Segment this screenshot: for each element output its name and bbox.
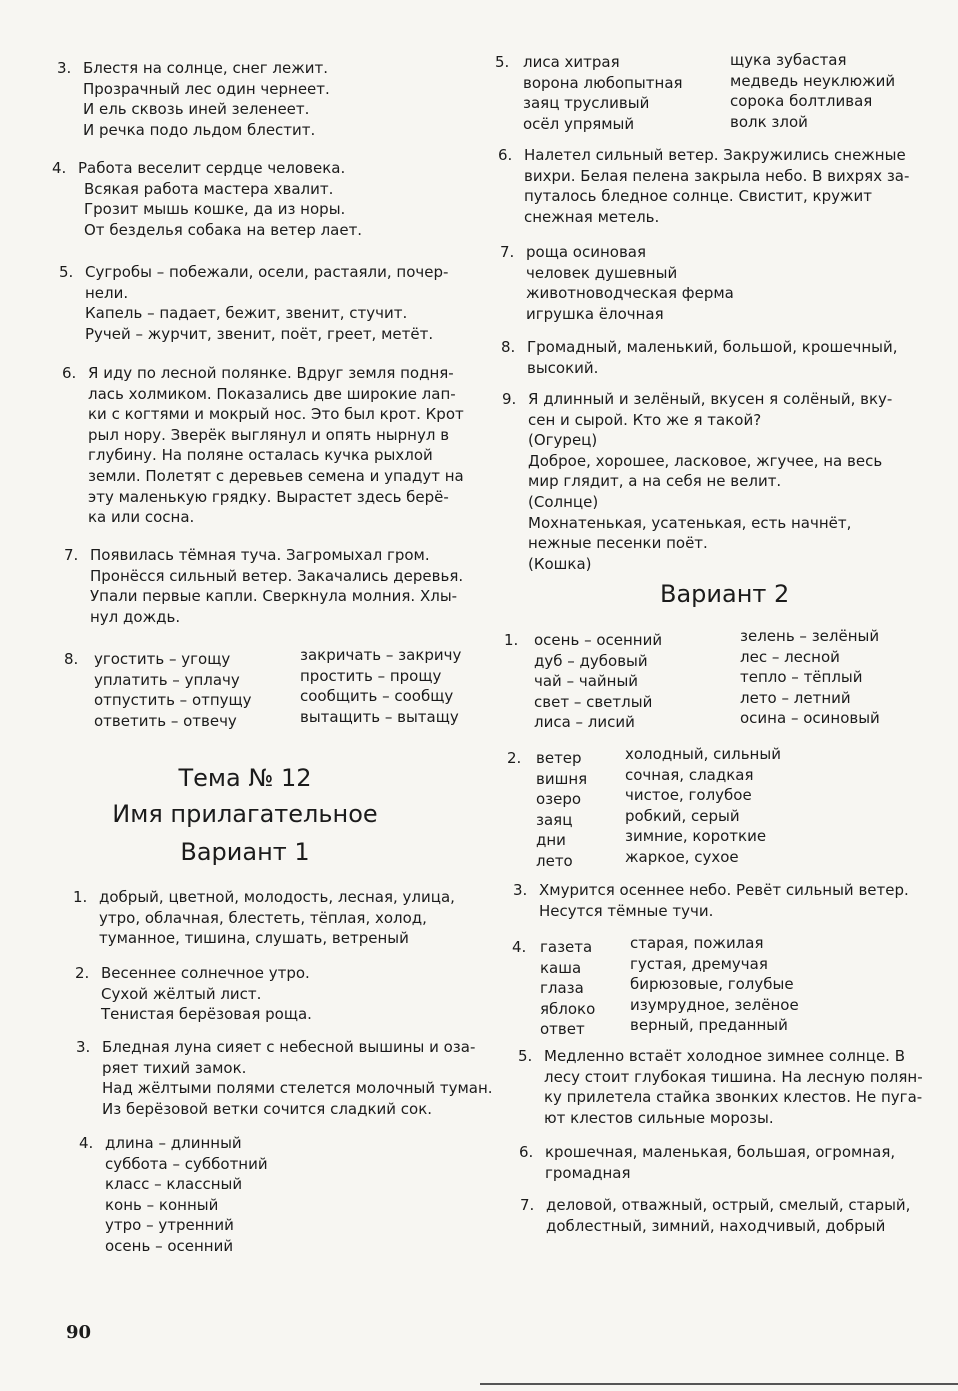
word-pairs-col2 — [740, 626, 880, 729]
text-line: Я иду по лесной полянке. Вдруг земля подня- — [88, 364, 454, 382]
word-pair: лиса – лисий — [534, 713, 635, 732]
exercise-number: 5. — [518, 1047, 533, 1065]
page-number: 90 — [66, 1322, 92, 1343]
text-line: Несутся тёмные тучи. — [539, 901, 714, 920]
word-pair: тепло – тёплый — [740, 668, 863, 687]
text-line: игрушка ёлочная — [526, 304, 664, 323]
word-pair: простить – прощу — [300, 666, 442, 685]
exercise-4 — [52, 158, 363, 240]
word-pair: чай – чайный — [534, 672, 639, 691]
word-pair: дуб – дубовый — [534, 651, 648, 670]
word-pair: заяц трусливый — [523, 94, 650, 113]
exercise-number: 3. — [76, 1038, 91, 1056]
text-line: Сухой жёлтый лист. — [101, 984, 262, 1003]
word-pair: уплатить – уплачу — [94, 670, 240, 689]
noun: каша — [540, 958, 582, 977]
text-line: Работа веселит сердце человека. — [78, 159, 346, 177]
word-pairs-col1 — [534, 630, 662, 733]
text-line: Хмурится осеннее небо. Ревёт сильный ветер. — [539, 881, 909, 899]
text-line: лесу стоит глубокая тишина. На лесную полян- — [544, 1067, 923, 1086]
variant1-exercise-3 — [76, 1037, 493, 1119]
adjectives: верный, преданный — [630, 1016, 788, 1035]
text-line: Упали первые капли. Сверкнула молния. Хлы- — [90, 587, 458, 606]
text-line: деловой, отважный, острый, смелый, старый, — [546, 1196, 911, 1214]
noun: вишня — [536, 769, 588, 788]
variant1-exercise-2 — [75, 963, 312, 1025]
text-line: Мохнатенькая, усатенькая, есть начнёт, — [528, 513, 852, 532]
word-pair: волк злой — [730, 112, 808, 131]
text-line: человек душевный — [526, 263, 678, 282]
noun: ветер — [536, 749, 582, 767]
word-pairs-col1 — [523, 52, 683, 134]
word-pair: ворона любопытная — [523, 73, 683, 92]
word-pair: класс – классный — [105, 1175, 243, 1194]
exercise-number: 4. — [79, 1134, 94, 1152]
word-pair: длина – длинный — [105, 1134, 242, 1152]
exercise-number: 5. — [59, 263, 74, 281]
noun: лето — [536, 851, 573, 870]
text-line: И речка подо льдом блестит. — [83, 120, 316, 139]
exercise-number: 6. — [519, 1143, 534, 1161]
exercise-number: 8. — [501, 338, 516, 356]
variant1-exercise-4 — [79, 1133, 268, 1257]
text-line: земли. Полетят с деревьев семена и упадут на — [88, 466, 464, 485]
text-line: крошечная, маленькая, большая, огромная, — [545, 1143, 896, 1161]
text-line: Из берёзовой ветки сочится сладкий сок. — [102, 1099, 433, 1118]
exercise-number: 1. — [73, 888, 88, 906]
adjectives-col — [630, 933, 799, 1036]
exercise-r6 — [498, 145, 910, 227]
word-pair: зелень – зелёный — [740, 627, 880, 645]
variant-1-heading: Вариант 1 — [180, 838, 310, 866]
text-line: нул дождь. — [90, 607, 181, 626]
text-line: От безделья собака на ветер лает. — [84, 220, 363, 239]
exercise-5 — [59, 262, 449, 344]
text-line: высокий. — [527, 358, 599, 377]
riddle-answer: (Кошка) — [528, 554, 592, 573]
text-line: Над жёлтыми полями стелется молочный туман. — [102, 1079, 493, 1098]
text-line: Доброе, хорошее, ласковое, жгучее, на весь — [528, 451, 883, 470]
word-pair: закричать – закричу — [300, 646, 462, 664]
text-line: роща осиновая — [526, 243, 646, 261]
text-line: Сугробы – побежали, осели, растаяли, почер- — [85, 263, 449, 281]
word-pair: отпустить – отпущу — [94, 691, 252, 710]
adjectives: чистое, голубое — [625, 786, 752, 805]
text-line: Налетел сильный ветер. Закружились снежные — [524, 146, 906, 164]
word-pairs-col2 — [300, 645, 461, 727]
noun: ответ — [540, 1020, 585, 1039]
adjectives: жаркое, сухое — [625, 847, 739, 866]
exercise-r9 — [502, 389, 893, 574]
text-line: ряет тихий замок. — [102, 1058, 247, 1077]
exercise-r7 — [500, 242, 734, 324]
text-line: доблестный, зимний, находчивый, добрый — [546, 1216, 886, 1235]
text-line: сен и сырой. Кто же я такой? — [528, 410, 762, 429]
word-pair: конь – конный — [105, 1195, 219, 1214]
text-line: ют клестов сильные морозы. — [544, 1108, 774, 1127]
word-pair: угостить – угощу — [94, 650, 231, 668]
exercise-number: 6. — [62, 364, 77, 382]
text-line: Капель – падает, бежит, звенит, стучит. — [85, 304, 408, 323]
text-line: Я длинный и зелёный, вкусен я солёный, вку- — [528, 390, 893, 408]
word-pair: осина – осиновый — [740, 709, 880, 728]
exercise-number: 4. — [52, 159, 67, 177]
text-line: ка или сосна. — [88, 508, 195, 527]
text-line: вихри. Белая пелена закрыла небо. В вихрях за- — [524, 166, 910, 185]
text-line: Громадный, маленький, большой, крошечный, — [527, 338, 898, 356]
variant-2-heading: Вариант 2 — [660, 580, 790, 608]
riddle-answer: (Солнце) — [528, 492, 599, 511]
riddle-answer: (Огурец) — [528, 431, 598, 450]
text-line: снежная метель. — [524, 207, 660, 226]
word-pair: осень – осенний — [534, 631, 663, 649]
adjectives: холодный, сильный — [625, 745, 781, 763]
word-pair: медведь неуклюжий — [730, 71, 896, 90]
text-line: ку прилетела стайка звонких клестов. Не пуга- — [544, 1088, 923, 1107]
adjectives: изумрудное, зелёное — [630, 995, 799, 1014]
text-line: громадная — [545, 1163, 631, 1182]
word-pair: сорока болтливая — [730, 92, 873, 111]
word-pair: щука зубастая — [730, 51, 847, 69]
word-pair: ответить – отвечу — [94, 711, 237, 730]
adjectives-col — [625, 744, 781, 868]
exercise-number: 9. — [502, 390, 517, 408]
noun: яблоко — [540, 999, 596, 1018]
text-line: лась холмиком. Показались две широкие лап- — [88, 384, 456, 403]
text-line: путалось бледное солнце. Свистит, кружит — [524, 187, 872, 206]
word-pair: осёл упрямый — [523, 114, 635, 133]
text-line: Весеннее солнечное утро. — [101, 964, 310, 982]
exercise-number: 3. — [57, 59, 72, 77]
text-line: Прозрачный лес один чернеет. — [83, 79, 330, 98]
exercise-number: 7. — [64, 546, 79, 564]
word-pair: сообщить – сообщу — [300, 687, 454, 706]
text-line: нежные песенки поёт. — [528, 534, 708, 553]
variant1-exercise-1 — [73, 887, 455, 949]
noun: заяц — [536, 810, 573, 829]
text-line: эту маленькую грядку. Вырастет здесь берё- — [88, 487, 449, 506]
text-line: Тенистая берёзовая роща. — [101, 1005, 312, 1024]
word-pair: свет – светлый — [534, 692, 653, 711]
exercise-number: 6. — [498, 146, 513, 164]
exercise-number: 2. — [507, 749, 522, 767]
text-line: Бледная луна сияет с небесной вышины и оза- — [102, 1038, 476, 1056]
text-line: Медленно встаёт холодное зимнее солнце. В — [544, 1047, 905, 1065]
exercise-7 — [64, 545, 464, 627]
text-line: Пронёсся сильный ветер. Закачались деревья. — [90, 566, 464, 585]
adjectives: густая, дремучая — [630, 954, 768, 973]
bottom-rule — [480, 1383, 958, 1385]
text-line: Ручей – журчит, звенит, поёт, греет, метёт. — [85, 324, 434, 343]
variant2-exercise-6 — [519, 1142, 896, 1183]
text-line: ки с когтями и мокрый нос. Это был крот. Крот — [88, 405, 464, 424]
adjectives: сочная, сладкая — [625, 765, 754, 784]
topic-subheading: Имя прилагательное — [112, 800, 378, 828]
word-pair: утро – утренний — [105, 1216, 234, 1235]
topic-heading: Тема № 12 — [178, 764, 312, 792]
noun: дни — [536, 831, 566, 850]
exercise-number: 2. — [75, 964, 90, 982]
exercise-3 — [57, 58, 330, 140]
variant2-exercise-7 — [520, 1195, 911, 1236]
text-line: Появилась тёмная туча. Загромыхал гром. — [90, 546, 430, 564]
word-pair: лиса хитрая — [523, 53, 620, 71]
text-line: глубину. На поляне осталась кучка рыхлой — [88, 446, 433, 465]
text-line: Блестя на солнце, снег лежит. — [83, 59, 328, 77]
word-pair: лес – лесной — [740, 647, 840, 666]
word-pair: суббота – субботний — [105, 1154, 268, 1173]
noun: озеро — [536, 790, 582, 809]
nouns-col — [540, 937, 595, 1040]
text-line: животноводческая ферма — [526, 284, 734, 303]
adjectives: старая, пожилая — [630, 934, 764, 952]
variant2-exercise-3 — [513, 880, 909, 921]
exercise-number: 8. — [64, 650, 79, 668]
text-line: утро, облачная, блестеть, тёплая, холод, — [99, 908, 427, 927]
text-line: туманное, тишина, слушать, ветреный — [99, 929, 409, 948]
word-pairs-col1 — [94, 649, 252, 731]
exercise-number: 5. — [495, 53, 510, 71]
noun: глаза — [540, 979, 584, 998]
exercise-number: 7. — [520, 1196, 535, 1214]
text-line: нели. — [85, 283, 129, 302]
exercise-r8 — [501, 337, 898, 378]
text-line: рыл нору. Зверёк выглянул и опять нырнул в — [88, 425, 450, 444]
exercise-number: 1. — [504, 631, 519, 649]
word-pair: осень – осенний — [105, 1236, 234, 1255]
noun: газета — [540, 938, 593, 956]
word-pair: лето – летний — [740, 688, 851, 707]
text-line: добрый, цветной, молодость, лесная, улица, — [99, 888, 455, 906]
text-line: мир глядит, а на себя не велит. — [528, 472, 782, 491]
text-line: Всякая работа мастера хвалит. — [84, 179, 334, 198]
variant2-exercise-5 — [518, 1046, 923, 1128]
exercise-number: 7. — [500, 243, 515, 261]
text-line: Грозит мышь кошке, да из норы. — [84, 200, 346, 219]
adjectives: робкий, серый — [625, 806, 740, 825]
text-line: И ель сквозь иней зеленеет. — [83, 100, 310, 119]
word-pair: вытащить – вытащу — [300, 707, 459, 726]
adjectives: зимние, короткие — [625, 827, 767, 846]
exercise-number: 4. — [512, 938, 527, 956]
word-pairs-col2 — [730, 50, 895, 132]
exercise-6 — [62, 363, 464, 528]
nouns-col — [536, 748, 587, 872]
exercise-number: 3. — [513, 881, 528, 899]
adjectives: бирюзовые, голубые — [630, 975, 794, 994]
